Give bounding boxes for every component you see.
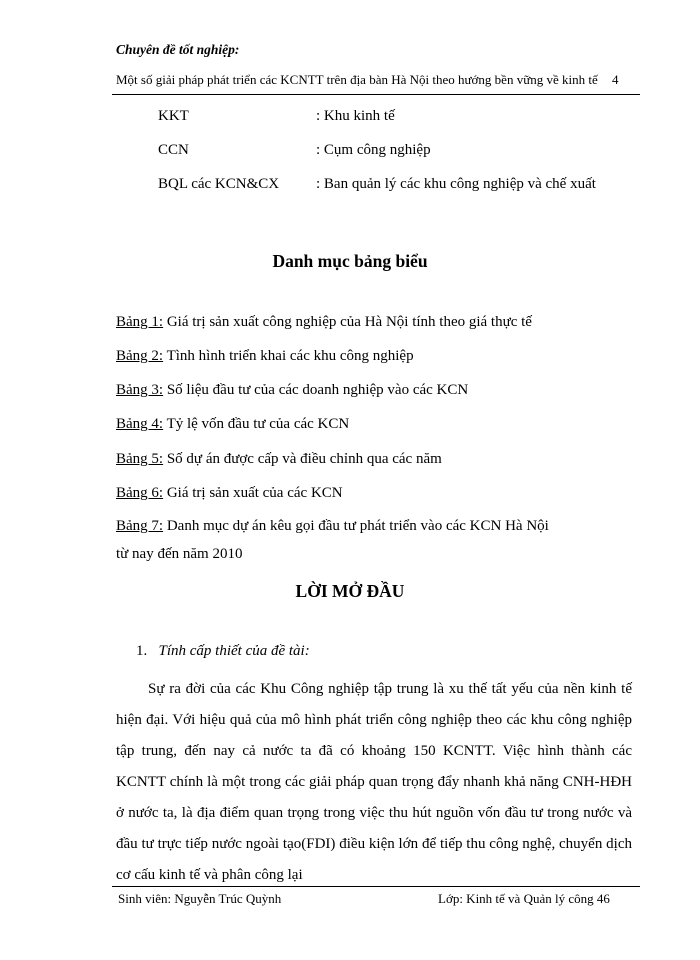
table-item-text: Giá trị sản xuất của các KCN <box>163 485 343 501</box>
table-item-text: Danh mục dự án kêu gọi đầu tư phát triển vào các KCN Hà Nội <box>163 518 549 534</box>
table-item-label: Bảng 3: <box>116 382 164 398</box>
abbr-def-kkt: : Khu kinh tế <box>316 108 395 124</box>
abbr-term-kkt: KKT <box>158 108 189 124</box>
abbr-term-bql: BQL các KCN&CX <box>158 176 280 192</box>
table-item-label: Bảng 4: <box>116 416 164 432</box>
footer-divider <box>112 886 640 887</box>
table-item <box>116 382 468 399</box>
table-item-text: Giá trị sản xuất công nghiệp của Hà Nội tính theo giá thực tế <box>163 314 532 330</box>
abbr-def-ccn: : Cụm công nghiệp <box>316 142 431 158</box>
table-item-text: Số liệu đầu tư của các doanh nghiệp vào các KCN <box>163 382 469 398</box>
table-item <box>116 485 343 502</box>
table-item-label: Bảng 7: <box>116 518 164 534</box>
section-title: Tính cấp thiết của đề tài: <box>158 643 310 659</box>
intro-paragraph-text: Sự ra đời của các Khu Công nghiệp tập trung là xu thế tất yếu của nền kinh tế hiện đại. Với hiệu quả của mô hình phát triển công nghiệp theo các khu công nghiệp tập trung, đến nay cả nước ta đã có khoảng 150 KCNTT. Việc hình thành các KCNTT chính là một trong các giải pháp quan trọng đẩy nhanh khả năng CNH-HĐH ở nước ta, là địa điểm quan trọng trong việc thu hút nguồn vốn đầu tư trong nước và đầu tư trực tiếp nước ngoài tạo(FDI) điều kiện lớn để tiếp thu công nghệ, chuyển dịch cơ cấu kinh tế và phân công lại <box>116 681 632 883</box>
table-item-label: Bảng 5: <box>116 451 164 467</box>
footer-class: Lớp: Kinh tế và Quản lý công 46 <box>438 891 610 906</box>
page-number: 4 <box>612 72 619 87</box>
table-item <box>116 348 414 365</box>
table-item <box>116 518 549 535</box>
header-divider <box>112 94 640 95</box>
table-item-text: Tỷ lệ vốn đầu tư của các KCN <box>163 416 350 432</box>
table-item-label: Bảng 1: <box>116 314 164 330</box>
intro-paragraph <box>116 674 632 891</box>
tables-heading: Danh mục bảng biểu <box>272 251 428 271</box>
table-item <box>116 416 349 433</box>
table-item <box>116 451 442 468</box>
footer-student: Sinh viên: Nguyễn Trúc Quỳnh <box>118 891 282 906</box>
header-subtitle: Một số giải pháp phát triển các KCNTT trên địa bàn Hà Nội theo hướng bền vững về kinh tế <box>116 72 598 87</box>
table-item-text: Số dự án được cấp và điều chỉnh qua các năm <box>163 451 442 467</box>
abbr-def-bql: : Ban quản lý các khu công nghiệp và chế xuất <box>316 176 596 192</box>
abbr-term-ccn: CCN <box>158 142 189 158</box>
table-item-label: Bảng 2: <box>116 348 164 364</box>
header-title: Chuyên đề tốt nghiệp: <box>116 42 240 57</box>
intro-heading: LỜI MỞ ĐẦU <box>295 581 405 601</box>
table-item-label: Bảng 6: <box>116 485 164 501</box>
section-heading <box>136 643 310 660</box>
table-item-continuation: từ nay đến năm 2010 <box>116 546 243 562</box>
section-number: 1. <box>136 643 148 659</box>
table-item <box>116 314 532 331</box>
table-item-text: Tình hình triển khai các khu công nghiệp <box>163 348 414 364</box>
